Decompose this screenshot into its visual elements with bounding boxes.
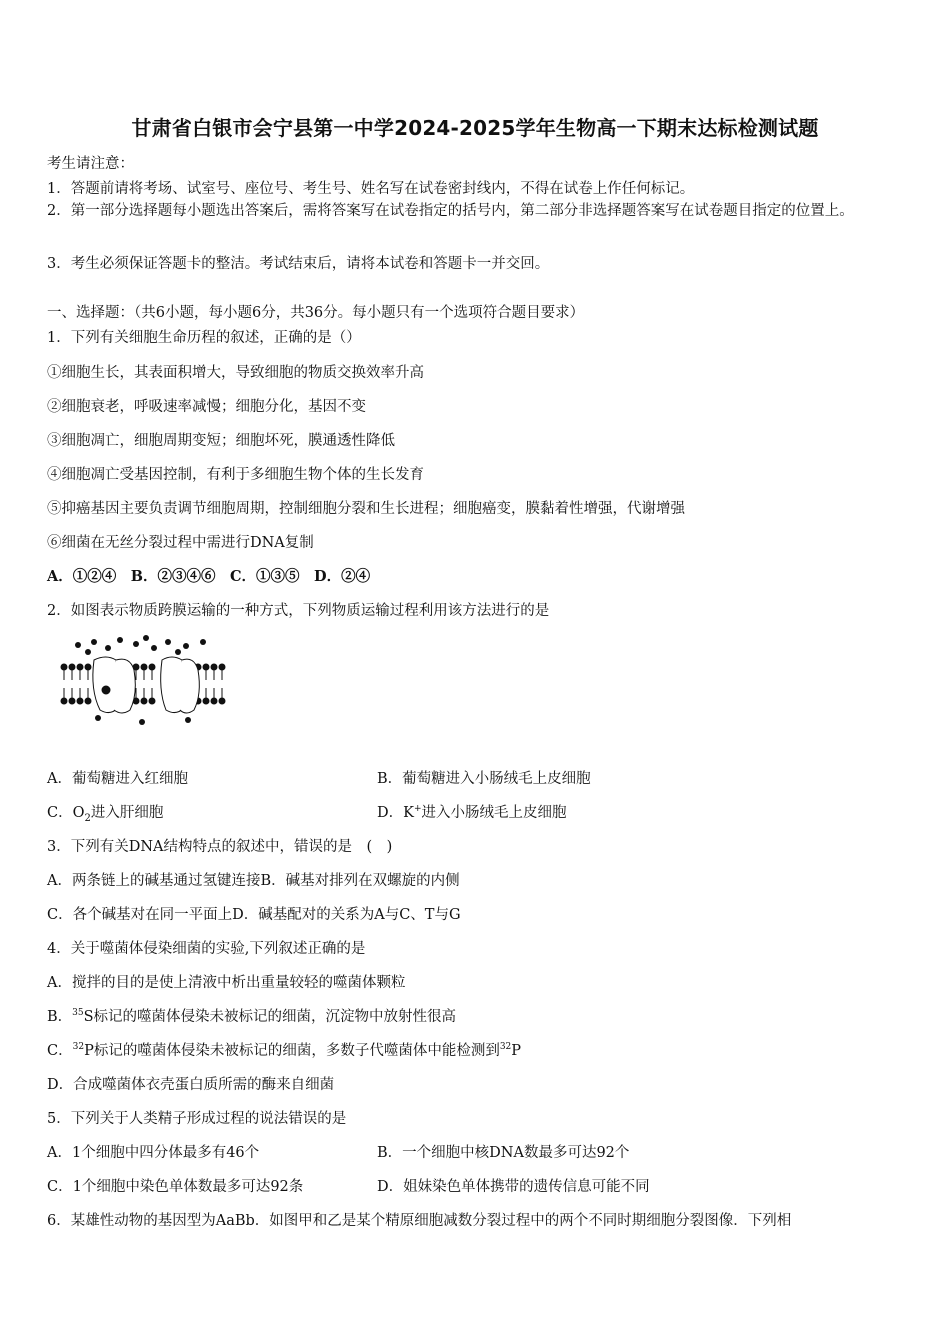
page-title: 甘肃省白银市会宁县第一中学2024-2025学年生物高一下期末达标检测试题 — [131, 116, 819, 140]
question-5-option-b: B．一个细胞中核DNA数最多可达92个 — [377, 1145, 630, 1161]
question-3-options-ab: A．两条链上的碱基通过氢键连接B．碱基对排列在双螺旋的内侧 — [47, 873, 460, 889]
notice-heading: 考生请注意： — [47, 156, 134, 172]
question-1-options: A．①②④ B．②③④⑥ C．①③⑤ D．②④ — [47, 568, 371, 585]
question-1-item: ②细胞衰老，呼吸速率减慢；细胞分化，基因不变 — [47, 399, 366, 415]
question-1-item: ①细胞生长，其表面积增大，导致细胞的物质交换效率升高 — [47, 365, 424, 381]
question-3-stem: 3．下列有关DNA结构特点的叙述中，错误的是 ( ) — [47, 839, 393, 855]
question-3-options-cd: C．各个碱基对在同一平面上D．碱基配对的关系为A与C、T与G — [47, 907, 461, 923]
question-2-option-c: C．$O_2$进入肝细胞 — [47, 805, 164, 824]
question-4-option-a: A．搅拌的目的是使上清液中析出重量较轻的噬菌体颗粒 — [47, 975, 406, 991]
question-5-option-d: D．姐妹染色单体携带的遗传信息可能不同 — [377, 1179, 650, 1195]
question-1-item: ④细胞凋亡受基因控制，有利于多细胞生物个体的生长发育 — [47, 467, 424, 483]
membrane-transport-figure — [58, 630, 228, 730]
question-5-stem: 5．下列关于人类精子形成过程的说法错误的是 — [47, 1111, 347, 1127]
notice-item-1: 1．答题前请将考场、试室号、座位号、考生号、姓名写在试卷密封线内，不得在试卷上作任何标记。 — [47, 181, 695, 197]
question-1-stem: 1．下列有关细胞生命历程的叙述，正确的是（） — [47, 330, 361, 346]
question-1-item: ⑥细菌在无丝分裂过程中需进行DNA复制 — [47, 535, 314, 551]
question-5-option-c: C．1个细胞中染色单体数最多可达92条 — [47, 1179, 304, 1195]
question-1-item: ⑤抑癌基因主要负责调节细胞周期，控制细胞分裂和生长进程；细胞癌变，膜黏着性增强，代谢增强 — [47, 501, 685, 517]
section-heading: 一、选择题：（共6小题，每小题6分，共36分。每小题只有一个选项符合题目要求） — [47, 305, 585, 321]
question-4-stem: 4．关于噬菌体侵染细菌的实验,下列叙述正确的是 — [47, 941, 366, 957]
notice-item-2: 2．第一部分选择题每小题选出答案后，需将答案写在试卷指定的括号内，第二部分非选择题答案写在试卷题目指定的位置上。 — [47, 203, 854, 219]
question-4-option-d: D．合成噬菌体衣壳蛋白质所需的酶来自细菌 — [47, 1077, 335, 1093]
question-5-option-a: A．1个细胞中四分体最多有46个 — [47, 1145, 260, 1161]
question-2-stem: 2．如图表示物质跨膜运输的一种方式，下列物质运输过程利用该方法进行的是 — [47, 603, 550, 619]
notice-item-3: 3．考生必须保证答题卡的整洁。考试结束后，请将本试卷和答题卡一并交回。 — [47, 256, 550, 272]
question-2-option-a: A．葡萄糖进入红细胞 — [47, 771, 188, 787]
question-4-option-c: C．$^{32}$P标记的噬菌体侵染未被标记的细菌，多数子代噬菌体中能检测到$^{32}$P — [47, 1042, 522, 1059]
question-6-stem: 6．某雄性动物的基因型为AaBb．如图甲和乙是某个精原细胞减数分裂过程中的两个不同时期细胞分裂图像．下列相 — [47, 1213, 792, 1229]
question-1-item: ③细胞凋亡，细胞周期变短；细胞坏死，膜通透性降低 — [47, 433, 395, 449]
question-4-option-b: B．$^{35}$S标记的噬菌体侵染未被标记的细菌，沉淀物中放射性很高 — [47, 1008, 457, 1025]
question-2-option-b: B．葡萄糖进入小肠绒毛上皮细胞 — [377, 771, 591, 787]
question-2-option-d: D．K+进入小肠绒毛上皮细胞 — [377, 804, 567, 821]
